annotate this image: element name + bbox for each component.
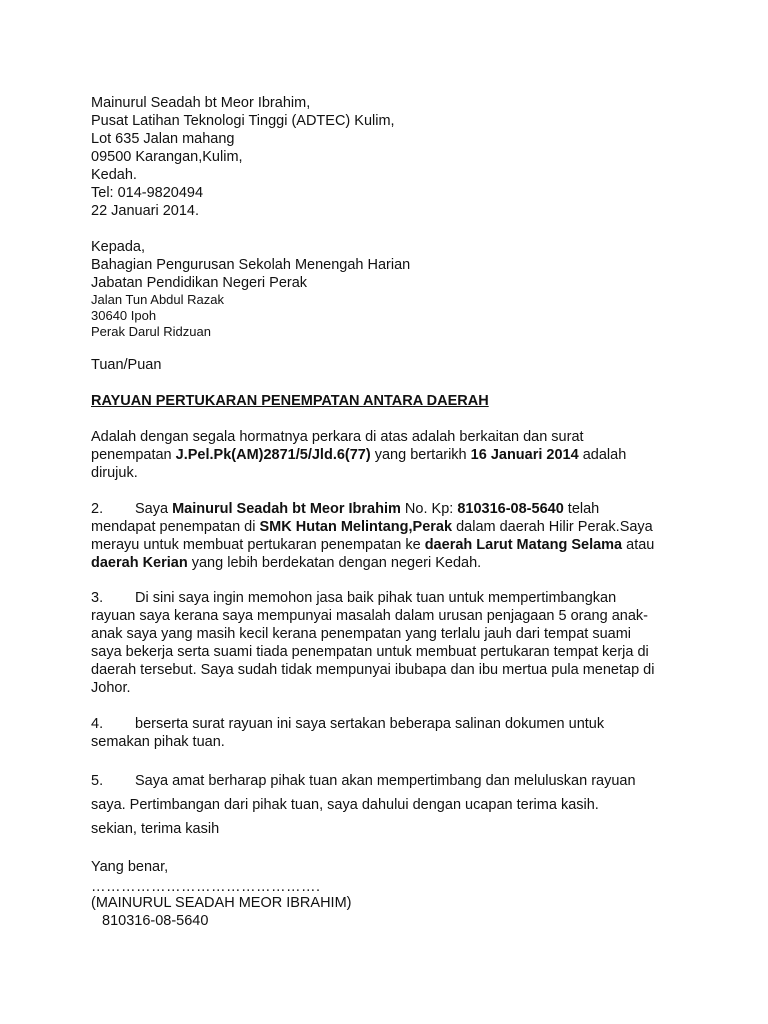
- closing-line: sekian, terima kasih: [91, 821, 220, 837]
- para2-number: 2.: [91, 501, 104, 517]
- sender-tel: Tel: 014-9820494: [91, 185, 204, 201]
- sender-state: Kedah.: [91, 167, 137, 183]
- signatory-name: (MAINURUL SEADAH MEOR IBRAHIM): [91, 895, 352, 911]
- sender-org: Pusat Latihan Teknologi Tinggi (ADTEC) Kulim,: [91, 113, 395, 129]
- para1-line2: penempatan J.Pel.Pk(AM)2871/5/Jld.6(77) yang bertarikh 16 Januari 2014 adalah: [91, 447, 627, 463]
- para5-number: 5.: [91, 773, 104, 789]
- para2-line4: daerah Kerian yang lebih berdekatan dengan negeri Kedah.: [91, 555, 482, 571]
- target-district-1: daerah Larut Matang Selama: [424, 537, 623, 553]
- sender-address-1: Lot 635 Jalan mahang: [91, 131, 235, 147]
- para1-line3: dirujuk.: [91, 465, 138, 481]
- recipient-street: Jalan Tun Abdul Razak: [91, 292, 224, 307]
- recipient-to: Kepada,: [91, 239, 146, 255]
- para3-line3: anak saya yang masih kecil kerana penempatan yang terlalu jauh dari tempat suami: [91, 626, 632, 642]
- reference-number: J.Pel.Pk(AM)2871/5/Jld.6(77): [175, 447, 371, 463]
- para3-number: 3.: [91, 590, 104, 606]
- signatory-ic: 810316-08-5640: [102, 913, 209, 929]
- para3-line5: daerah tersebut. Saya sudah tidak mempunyai ibubapa dan ibu mertua pula menetap di: [91, 662, 655, 678]
- para4-line2: semakan pihak tuan.: [91, 734, 225, 750]
- recipient-dept: Bahagian Pengurusan Sekolah Menengah Harian: [91, 257, 411, 273]
- recipient-state: Perak Darul Ridzuan: [91, 324, 211, 339]
- para1-line1: Adalah dengan segala hormatnya perkara di atas adalah berkaitan dan surat: [91, 429, 584, 445]
- para2-line3: merayu untuk membuat pertukaran penempatan ke daerah Larut Matang Selama atau: [91, 537, 655, 553]
- applicant-name: Mainurul Seadah bt Meor Ibrahim: [172, 501, 401, 517]
- reference-date: 16 Januari 2014: [470, 447, 579, 463]
- salutation: Tuan/Puan: [91, 357, 162, 373]
- para3-line1: 3. Di sini saya ingin memohon jasa baik pihak tuan untuk mempertimbangkan: [91, 590, 617, 606]
- para4-number: 4.: [91, 716, 104, 732]
- signoff-label: Yang benar,: [91, 859, 169, 875]
- para4-line1: 4. berserta surat rayuan ini saya sertakan beberapa salinan dokumen untuk: [91, 716, 605, 732]
- para3-line4: saya bekerja serta suami tiada penempatan untuk membuat pertukaran tempat kerja di: [91, 644, 649, 660]
- para5-line2: saya. Pertimbangan dari pihak tuan, saya dahului dengan ucapan terima kasih.: [91, 797, 599, 813]
- sender-address-2: 09500 Karangan,Kulim,: [91, 149, 243, 165]
- current-school: SMK Hutan Melintang,Perak: [259, 519, 453, 535]
- subject-title: RAYUAN PERTUKARAN PENEMPATAN ANTARA DAERAH: [91, 393, 489, 409]
- para2-line1: 2. Saya Mainurul Seadah bt Meor Ibrahim No. Kp: 810316-08-5640 telah: [91, 501, 600, 517]
- recipient-postcode: 30640 Ipoh: [91, 308, 157, 323]
- applicant-ic: 810316-08-5640: [457, 501, 564, 517]
- para3-line6: Johor.: [91, 680, 131, 696]
- para3-line2: rayuan saya kerana saya mempunyai masalah dalam urusan penjagaan 5 orang anak-: [91, 608, 648, 624]
- sender-name: Mainurul Seadah bt Meor Ibrahim,: [91, 95, 311, 111]
- para2-line2: mendapat penempatan di SMK Hutan Melintang,Perak dalam daerah Hilir Perak.Saya: [91, 519, 653, 535]
- target-district-2: daerah Kerian: [91, 555, 188, 571]
- recipient-office: Jabatan Pendidikan Negeri Perak: [91, 275, 308, 291]
- para5-line1: 5. Saya amat berharap pihak tuan akan mempertimbang dan meluluskan rayuan: [91, 773, 636, 789]
- letter-date: 22 Januari 2014.: [91, 203, 200, 219]
- signature-line: ……………………………………….: [91, 879, 321, 895]
